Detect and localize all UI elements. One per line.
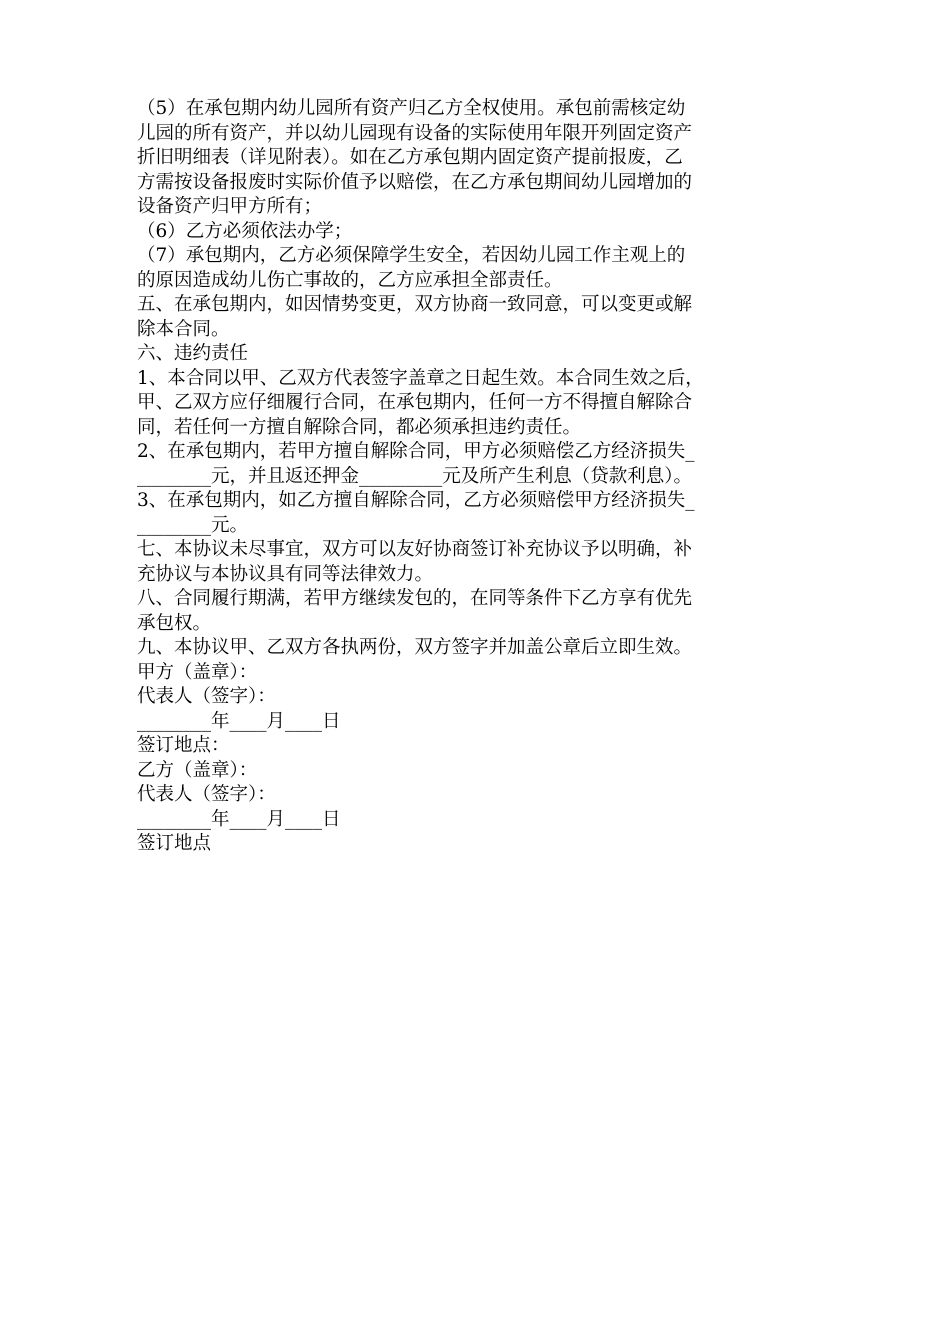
document-line: 充协议与本协议具有同等法律效力。 — [137, 563, 434, 585]
document-line: 五、在承包期内，如因情势变更，双方协商一致同意，可以变更或解 — [137, 294, 693, 315]
document-line: ________年____月____日 — [137, 808, 341, 830]
document-line: ________元。 — [137, 514, 249, 536]
document-line: 签订地点 — [137, 833, 212, 854]
document-line: 方需按设备报废时实际价值予以赔偿，在乙方承包期间幼儿园增加的 — [137, 171, 693, 193]
document-line: （5）在承包期内幼儿园所有资产归乙方全权使用。承包前需核定幼 — [137, 98, 686, 119]
document-line: 甲、乙双方应仔细履行合同，在承包期内，任何一方不得擅自解除合 — [137, 392, 693, 413]
document-line: 六、违约责任 — [137, 343, 249, 364]
document-line: 甲方（盖章）： — [137, 661, 258, 683]
document-line: 代表人（签字）： — [137, 686, 276, 707]
document-line: 折旧明细表（详见附表）。如在乙方承包期内固定资产提前报废，乙 — [137, 147, 683, 168]
document-line: 八、合同履行期满，若甲方继续发包的，在同等条件下乙方享有优先 — [137, 588, 693, 609]
document-line: 的原因造成幼儿伤亡事故的，乙方应承担全部责任。 — [137, 269, 563, 291]
document-line: 儿园的所有资产，并以幼儿园现有设备的实际使用年限开列固定资产 — [137, 122, 693, 144]
document-line: 2、在承包期内，若甲方擅自解除合同，甲方必须赔偿乙方经济损失_ — [137, 441, 695, 462]
document-line: 设备资产归甲方所有； — [137, 196, 323, 217]
document-line: 代表人（签字）： — [137, 784, 276, 805]
document-line: （7）承包期内，乙方必须保障学生安全，若因幼儿园工作主观上的 — [137, 245, 686, 266]
document-line: 3、在承包期内，如乙方擅自解除合同，乙方必须赔偿甲方经济损失_ — [137, 490, 695, 511]
document-line: 除本合同。 — [137, 318, 230, 340]
document-line: 九、本协议甲、乙双方各执两份，双方签字并加盖公章后立即生效。 — [137, 637, 693, 658]
document-line: 乙方（盖章）： — [137, 759, 258, 781]
document-line: 七、本协议未尽事宜，双方可以友好协商签订补充协议予以明确，补 — [137, 539, 693, 560]
document-line: 1、本合同以甲、乙双方代表签字盖章之日起生效。本合同生效之后， — [137, 367, 704, 389]
document-line: 同，若任何一方擅自解除合同，都必须承担违约责任。 — [137, 416, 582, 438]
document-line: （6）乙方必须依法办学； — [137, 220, 353, 242]
document-line: ________元，并且返还押金_________元及所产生利息（贷款利息）。 — [137, 465, 693, 487]
document-line: 签订地点： — [137, 735, 230, 756]
document-body — [137, 97, 817, 857]
document-line: 承包权。 — [137, 612, 212, 634]
document-line: ________年____月____日 — [137, 710, 341, 732]
